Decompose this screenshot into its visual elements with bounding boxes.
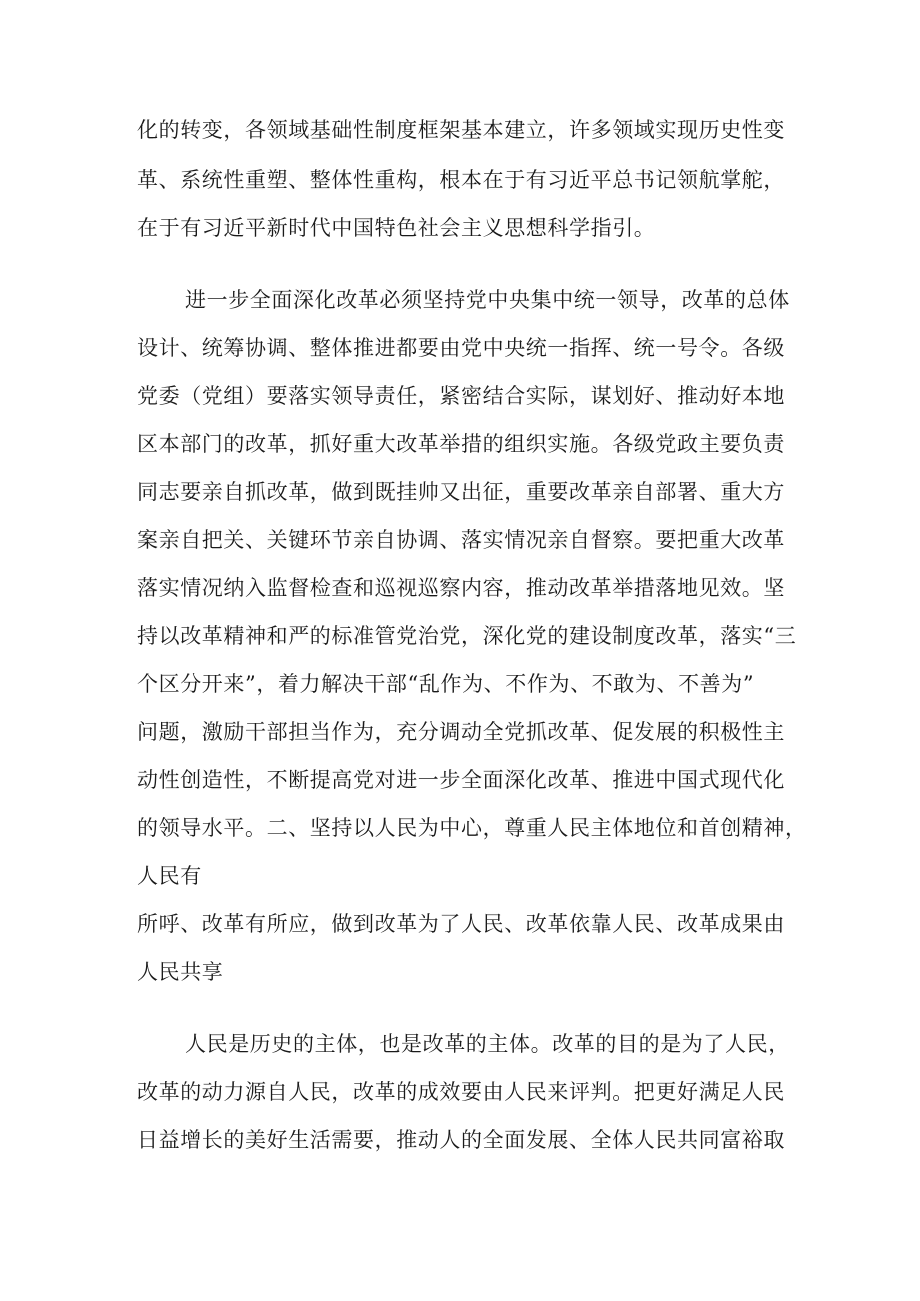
text-line: 党委（党组）要落实领导责任，紧密结合实际，谋划好、推动好本地 bbox=[137, 384, 785, 408]
text-line: 在于有习近平新时代中国特色社会主义思想科学指引。 bbox=[137, 216, 656, 240]
text-line: 同志要亲自抓改革，做到既挂帅又出征，重要改革亲自部署、重大方 bbox=[137, 480, 785, 504]
text-line: 设计、统筹协调、整体推进都要由党中央统一指挥、统一号令。各级 bbox=[137, 336, 785, 360]
text-line: 动性创造性，不断提高党对进一步全面深化改革、推进中国式现代化 bbox=[137, 768, 785, 792]
text-line: 的领导水平。二、坚持以人民为中心，尊重人民主体地位和首创精神， bbox=[137, 816, 807, 840]
text-line: 持以改革精神和严的标准管党治党，深化党的建设制度改革，落实“三 bbox=[137, 624, 797, 648]
text-line: 人民共享 bbox=[137, 960, 224, 984]
text-line: 落实情况纳入监督检查和巡视巡察内容，推动改革举措落地见效。坚 bbox=[137, 576, 785, 600]
text-line: 人民是历史的主体，也是改革的主体。改革的目的是为了人民， bbox=[185, 1032, 790, 1056]
text-line: 人民有 bbox=[137, 864, 202, 888]
text-line: 个区分开来”，着力解决干部“乱作为、不作为、不敢为、不善为” bbox=[137, 672, 755, 696]
text-line: 日益增长的美好生活需要，推动人的全面发展、全体人民共同富裕取 bbox=[137, 1128, 785, 1152]
text-line: 革、系统性重塑、整体性重构，根本在于有习近平总书记领航掌舵， bbox=[137, 168, 785, 192]
text-line: 化的转变，各领域基础性制度框架基本建立，许多领域实现历史性变 bbox=[137, 118, 785, 142]
text-line: 所呼、改革有所应，做到改革为了人民、改革依靠人民、改革成果由 bbox=[137, 912, 785, 936]
text-line: 进一步全面深化改革必须坚持党中央集中统一领导，改革的总体 bbox=[185, 288, 790, 312]
text-line: 案亲自把关、关键环节亲自协调、落实情况亲自督察。要把重大改革 bbox=[137, 528, 785, 552]
text-line: 区本部门的改革，抓好重大改革举措的组织实施。各级党政主要负责 bbox=[137, 432, 785, 456]
text-line: 改革的动力源自人民，改革的成效要由人民来评判。把更好满足人民 bbox=[137, 1080, 785, 1104]
text-line: 问题，激励干部担当作为，充分调动全党抓改革、促发展的积极性主 bbox=[137, 720, 785, 744]
